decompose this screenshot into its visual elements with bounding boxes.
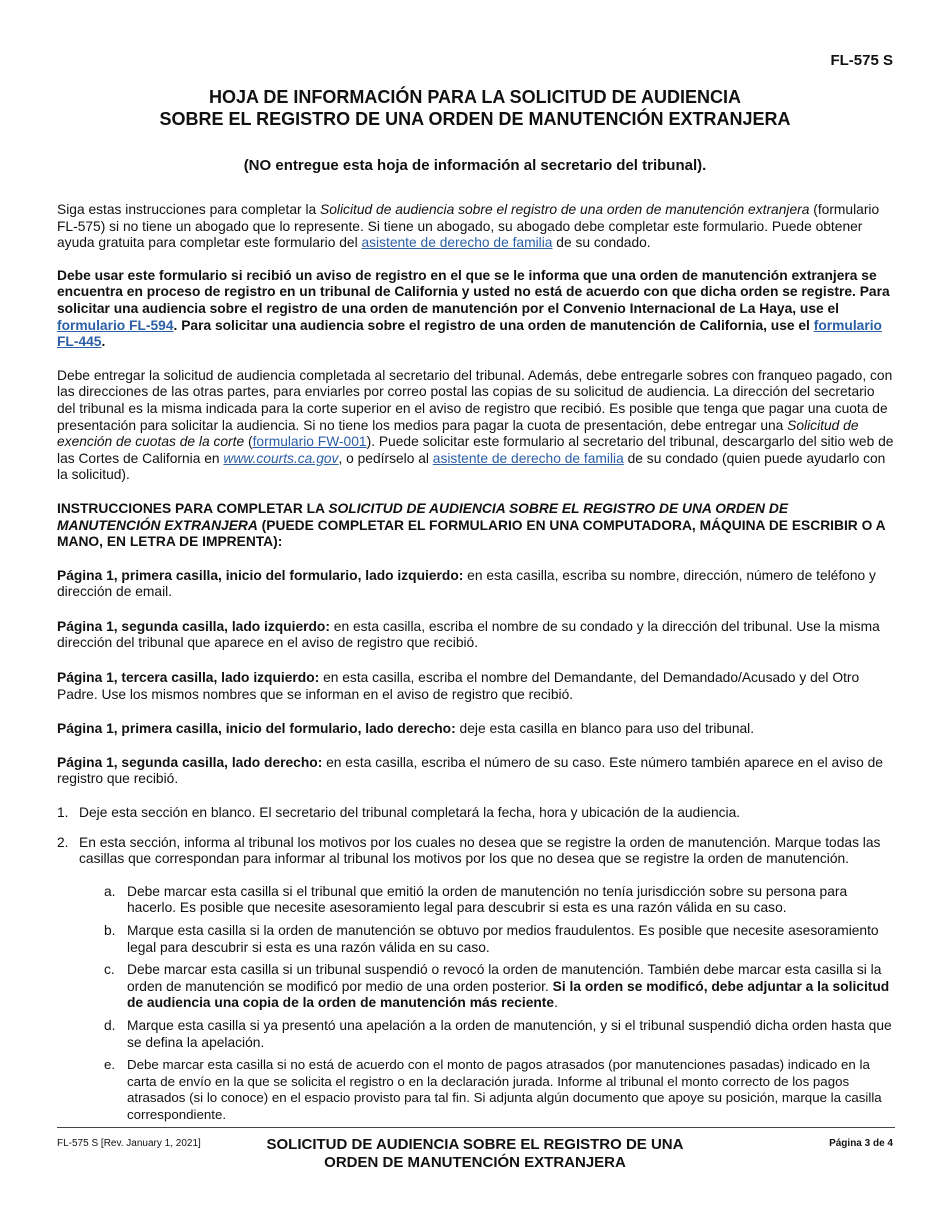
- page-box-instruction: [57, 619, 895, 652]
- intro-text-2: (formulario FL-575) si no tiene un abogado que lo represente. Si tiene un abogado, su abogado debe completar este formulario. Puede obtener ayuda gratuita para completar este formulario del: [57, 202, 880, 251]
- sub-item-tail: .: [554, 995, 558, 1011]
- page-box-text: en esta casilla, escriba el número de su caso. Este número también aparece en el aviso de registro que recibió.: [57, 754, 883, 787]
- sub-item-letter: c.: [104, 962, 115, 978]
- family-law-facilitator-link[interactable]: asistente de derecho de familia: [361, 235, 553, 251]
- submission-paragraph: [57, 368, 895, 484]
- list-item: [104, 962, 895, 1012]
- page-box-instruction: [57, 721, 895, 738]
- usage-text-1: Debe usar este formulario si recibió un aviso de registro en el que se le informa que una orden de manutención extranjera se encuentra en proceso de registro en un tribunal de California y usted no está de acuerdo con que dicha orden se registre. Para solicitar una audiencia sobre el registro de una orden de manutención por el Convenio Internacional de La Haya, use el: [57, 267, 890, 316]
- footer-title: [200, 1136, 750, 1172]
- page-box-instruction: [57, 755, 895, 788]
- form-fl-445-link[interactable]: formulario FL-445: [57, 317, 882, 350]
- sub-item-text: Debe marcar esta casilla si no está de acuerdo con el monto de pagos atrasados (por manutenciones pasadas) indicado en la carta de envío en la que se solicita el registro o en la declaración jurada. Informe al tribunal el monto correcto de los pagos atrasados (si lo conoce) en el espacio provisto para tal fin. Si adjunta algún documento que apoye su posición, marque la casilla correspondiente.: [127, 1057, 882, 1122]
- list-item: [57, 805, 895, 822]
- list-item: [104, 1057, 895, 1123]
- submit-text-5: de su condado (quien puede ayudarlo con la solicitud).: [57, 450, 886, 483]
- footer-title-line-2: ORDEN DE MANUTENCIÓN EXTRANJERA: [324, 1154, 626, 1171]
- family-law-facilitator-link-2[interactable]: asistente de derecho de familia: [432, 450, 624, 466]
- page-box-text: en esta casilla, escriba el nombre de su condado y la dirección del tribunal. Use la misma dirección del tribunal que aparece en el aviso de registro que recibió.: [57, 618, 880, 651]
- list-item: [104, 884, 895, 917]
- submit-text-3: ). Puede solicitar este formulario al secretario del tribunal, descargarlo del sitio web de las Cortes de California en: [57, 434, 894, 466]
- intro-form-title: Solicitud de audiencia sobre el registro de una orden de manutención extranjera: [320, 202, 810, 217]
- form-fl-594-link[interactable]: formulario FL-594: [57, 317, 174, 333]
- page-box-label: Página 1, primera casilla, inicio del formulario, lado derecho:: [57, 721, 456, 737]
- courts-website-link[interactable]: www.courts.ca.gov: [223, 450, 339, 466]
- sub-item-text: Debe marcar esta casilla si un tribunal suspendió o revocó la orden de manutención. También debe marcar esta casilla si la orden de manutención se modificó por medio de una orden posterior.: [127, 962, 882, 994]
- submit-text-2: (: [244, 434, 253, 450]
- page-number: Página 3 de 4: [829, 1138, 893, 1149]
- title-line-2: SOBRE EL REGISTRO DE UNA ORDEN DE MANUTENCIÓN EXTRANJERA: [159, 109, 791, 129]
- instructions-heading-text-1: INSTRUCCIONES PARA COMPLETAR LA: [57, 500, 329, 516]
- usage-paragraph: [57, 268, 895, 351]
- intro-text-3: de su condado.: [552, 235, 651, 251]
- title-line-1: HOJA DE INFORMACIÓN PARA LA SOLICITUD DE AUDIENCIA: [208, 87, 741, 107]
- intro-paragraph: [57, 202, 895, 252]
- sub-item-emphasis: Si la orden se modificó, debe adjuntar a la solicitud de audiencia una copia de la orden de manutención más reciente: [127, 978, 890, 1011]
- sub-item-text: Marque esta casilla si la orden de manutención se obtuvo por medios fraudulentos. Es posible que necesite asesoramiento legal para descubrir si esta es una razón válida en su caso.: [127, 923, 879, 955]
- page-box-text: en esta casilla, escriba su nombre, dirección, número de teléfono y dirección de email.: [57, 567, 876, 600]
- submit-text-1: Debe entregar la solicitud de audiencia completada al secretario del tribunal. Además, debe entregarle sobres con franqueo pagado, con las direcciones de las otras partes, para enviarles por correo postal las copias de su solicitud de audiencia. La dirección del secretario del tribunal es la misma indicada para la corte superior en el aviso de registro que recibió. Es posible que tenga que pagar una cuota de presentación para solicitar la audiencia. Si no tiene los medios para pagar la cuota de presentación, debe entregar una: [57, 367, 893, 433]
- step-number: 2.: [57, 834, 69, 850]
- submit-text-4: , o pedírselo al: [338, 450, 433, 466]
- page-box-label: Página 1, tercera casilla, lado izquierdo:: [57, 670, 320, 686]
- page-box-label: Página 1, segunda casilla, lado derecho:: [57, 754, 323, 770]
- footer-title-line-1: SOLICITUD DE AUDIENCIA SOBRE EL REGISTRO DE UNA: [266, 1136, 684, 1153]
- form-id: FL-575 S: [830, 52, 893, 69]
- sub-item-letter: a.: [104, 883, 116, 899]
- sub-item-letter: b.: [104, 923, 116, 938]
- list-item: [104, 1018, 895, 1051]
- step-text: Deje esta sección en blanco. El secretario del tribunal completará la fecha, hora y ubicación de la audiencia.: [79, 805, 741, 821]
- step-number: 1.: [57, 805, 69, 821]
- sub-item-letter: d.: [104, 1017, 116, 1033]
- page-box-instruction: [57, 670, 895, 703]
- page-title: [0, 86, 950, 130]
- page-box-text: deje esta casilla en blanco para uso del tribunal.: [455, 721, 755, 737]
- subtitle-notice: (NO entregue esta hoja de información al secretario del tribunal).: [243, 157, 707, 174]
- usage-text-2: . Para solicitar una audiencia sobre el registro de una orden de manutención de California, use el: [173, 317, 814, 333]
- form-revision: FL-575 S [Rev. January 1, 2021]: [57, 1138, 201, 1149]
- list-item: [104, 923, 895, 956]
- footer-divider: [57, 1127, 895, 1128]
- intro-text-1: Siga estas instrucciones para completar la: [57, 202, 321, 217]
- document-body: [57, 202, 895, 1137]
- step-text: En esta sección, informa al tribunal los motivos por los cuales no desea que se registre la orden de manutención. Marque todas las casillas que correspondan para informar al tribunal los motivos por los que no desea que se registre la orden de manutención.: [79, 834, 881, 867]
- usage-text-3: .: [101, 334, 106, 350]
- page-box-instruction: [57, 568, 895, 601]
- fee-waiver-title: Solicitud de exención de cuotas de la corte: [57, 417, 859, 450]
- instructions-heading: [57, 501, 895, 551]
- sub-item-text: Debe marcar esta casilla si el tribunal que emitió la orden de manutención no tenía jurisdicción sobre su persona para hacerlo. Es posible que necesite asesoramiento legal para descubrir si esta es una razón válida en su caso.: [127, 883, 848, 916]
- form-fw-001-link[interactable]: formulario FW-001: [252, 434, 367, 450]
- list-item: [57, 835, 895, 1124]
- page-box-label: Página 1, primera casilla, inicio del formulario, lado izquierdo:: [57, 567, 464, 583]
- page-box-label: Página 1, segunda casilla, lado izquierdo:: [57, 618, 330, 634]
- page-box-text: en esta casilla, escriba el nombre del Demandante, del Demandado/Acusado y del Otro Padre. Use los mismos nombres que se informan en el aviso de registro que recibió.: [57, 670, 860, 702]
- sub-items: [104, 884, 895, 1124]
- numbered-steps: [57, 805, 895, 1124]
- sub-item-letter: e.: [104, 1057, 116, 1073]
- instructions-form-title: SOLICITUD DE AUDIENCIA SOBRE EL REGISTRO DE UNA ORDEN DE MANUTENCIÓN EXTRANJERA: [57, 500, 789, 533]
- sub-item-text: Marque esta casilla si ya presentó una apelación a la orden de manutención, y si el tribunal suspendió dicha orden hasta que se defina la apelación.: [127, 1017, 892, 1050]
- instructions-heading-text-2: (PUEDE COMPLETAR EL FORMULARIO EN UNA COMPUTADORA, MÁQUINA DE ESCRIBIR O A MANO, EN LETRA DE IMPRENTA):: [57, 517, 886, 550]
